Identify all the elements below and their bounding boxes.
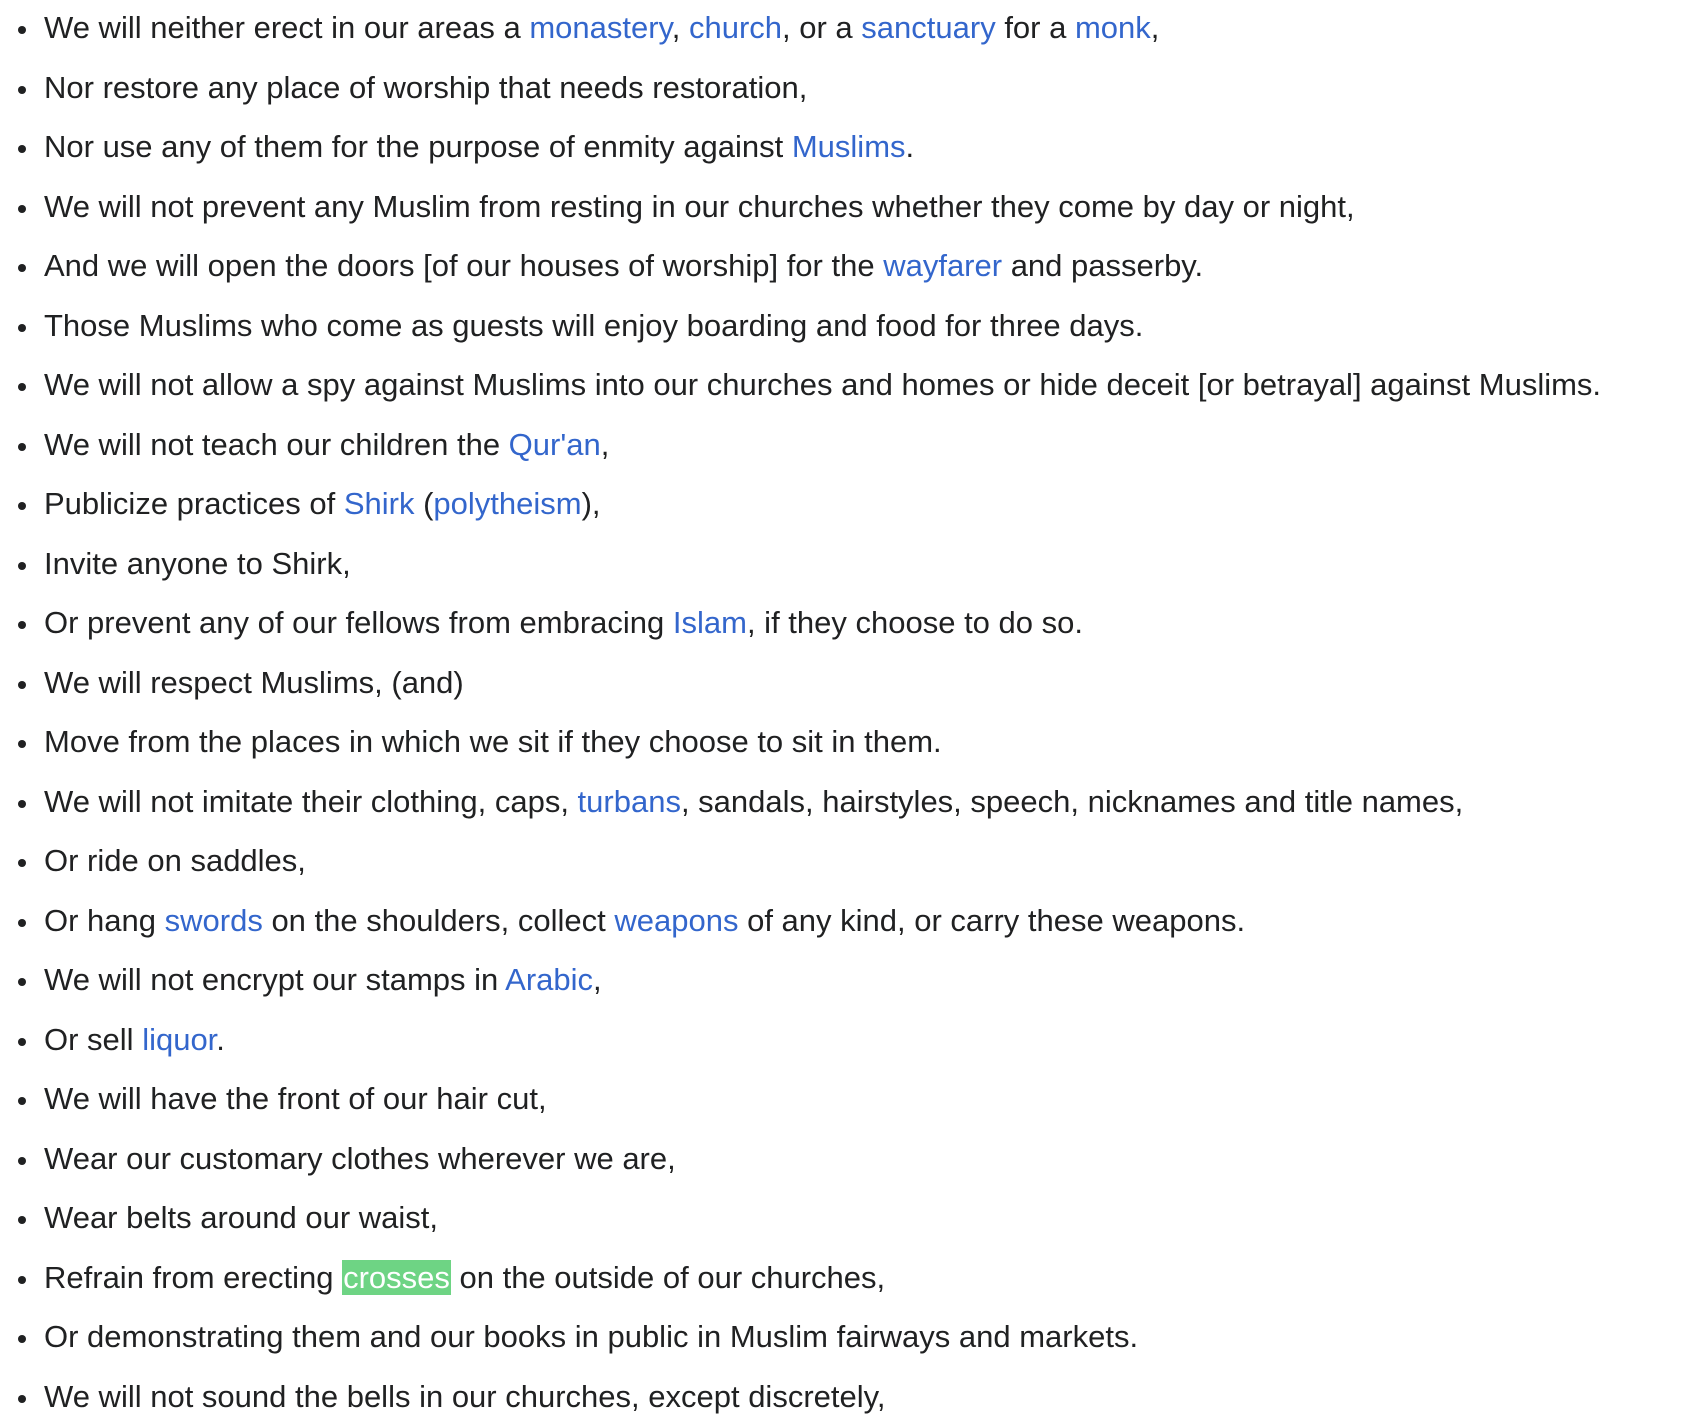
list-item — [44, 0, 1698, 60]
item-text: Those Muslims who come as guests will enjoy boarding and food for three days. — [44, 308, 1143, 343]
item-text: Or demonstrating them and our books in public in Muslim fairways and markets. — [44, 1319, 1138, 1354]
list-item — [44, 357, 1698, 417]
item-text: for a — [996, 10, 1075, 45]
item-text: We will not sound the bells in our churches, except discretely, — [44, 1379, 885, 1414]
item-text: Or ride on saddles, — [44, 843, 306, 878]
item-text: ( — [414, 486, 433, 521]
link-polytheism[interactable]: polytheism — [433, 486, 581, 521]
item-text: Nor restore any place of worship that needs restoration, — [44, 70, 807, 105]
item-text: , if they choose to do so. — [747, 605, 1083, 640]
list-item — [44, 119, 1698, 179]
item-text: . — [906, 129, 915, 164]
item-text: , sandals, hairstyles, speech, nicknames and title names, — [681, 784, 1463, 819]
item-text: Or hang — [44, 903, 165, 938]
link-sanctuary[interactable]: sanctuary — [861, 10, 995, 45]
item-text: , — [672, 10, 689, 45]
list-item — [44, 952, 1698, 1012]
link-qur-an[interactable]: Qur'an — [509, 427, 601, 462]
item-text: And we will open the doors [of our houses of worship] for the — [44, 248, 883, 283]
list-item — [44, 1012, 1698, 1072]
item-text: Invite anyone to Shirk, — [44, 546, 351, 581]
list-item — [44, 1190, 1698, 1250]
list-item — [44, 655, 1698, 715]
list-item — [44, 595, 1698, 655]
item-text: We will not allow a spy against Muslims into our churches and homes or hide deceit [or betrayal] against Muslims. — [44, 367, 1601, 402]
list-item — [44, 1309, 1698, 1369]
item-text: , or a — [782, 10, 861, 45]
list-item — [44, 298, 1698, 358]
link-church[interactable]: church — [689, 10, 782, 45]
item-text: We will not encrypt our stamps in — [44, 962, 505, 997]
list-item — [44, 417, 1698, 477]
link-turbans[interactable]: turbans — [578, 784, 681, 819]
item-text: Move from the places in which we sit if they choose to sit in them. — [44, 724, 942, 759]
item-text: , — [593, 962, 602, 997]
item-text: We will not imitate their clothing, caps, — [44, 784, 578, 819]
item-text: , — [1151, 10, 1160, 45]
item-text: , — [601, 427, 610, 462]
list-item — [44, 1369, 1698, 1428]
item-text: of any kind, or carry these weapons. — [738, 903, 1245, 938]
list-item — [44, 1250, 1698, 1310]
item-text: and passerby. — [1002, 248, 1203, 283]
list-item — [44, 179, 1698, 239]
list-item — [44, 476, 1698, 536]
item-text: Nor use any of them for the purpose of enmity against — [44, 129, 792, 164]
list-item — [44, 1131, 1698, 1191]
item-text: on the shoulders, collect — [263, 903, 615, 938]
list-item — [44, 714, 1698, 774]
list-item — [44, 893, 1698, 953]
link-muslims[interactable]: Muslims — [792, 129, 906, 164]
list-item — [44, 774, 1698, 834]
item-text: Or sell — [44, 1022, 142, 1057]
link-shirk[interactable]: Shirk — [344, 486, 415, 521]
item-text: Publicize practices of — [44, 486, 344, 521]
item-text: Wear belts around our waist, — [44, 1200, 438, 1235]
item-text: We will not teach our children the — [44, 427, 509, 462]
item-text: We will not prevent any Muslim from resting in our churches whether they come by day or night, — [44, 189, 1355, 224]
list-item — [44, 1071, 1698, 1131]
link-liquor[interactable]: liquor — [142, 1022, 216, 1057]
item-text: We will have the front of our hair cut, — [44, 1081, 547, 1116]
link-swords[interactable]: swords — [165, 903, 263, 938]
link-weapons[interactable]: weapons — [614, 903, 738, 938]
list-item — [44, 833, 1698, 893]
link-monastery[interactable]: monastery — [529, 10, 671, 45]
item-text: We will neither erect in our areas a — [44, 10, 529, 45]
item-text: ), — [582, 486, 601, 521]
item-text: Wear our customary clothes wherever we are, — [44, 1141, 676, 1176]
link-wayfarer[interactable]: wayfarer — [883, 248, 1002, 283]
link-arabic[interactable]: Arabic — [505, 962, 593, 997]
item-text: . — [216, 1022, 225, 1057]
item-text: We will respect Muslims, (and) — [44, 665, 464, 700]
item-text: Or prevent any of our fellows from embracing — [44, 605, 673, 640]
list-item — [44, 238, 1698, 298]
link-crosses[interactable]: crosses — [342, 1260, 451, 1295]
link-islam[interactable]: Islam — [673, 605, 747, 640]
list-item — [44, 536, 1698, 596]
list-item — [44, 60, 1698, 120]
link-monk[interactable]: monk — [1075, 10, 1151, 45]
item-text: Refrain from erecting — [44, 1260, 342, 1295]
item-text: on the outside of our churches, — [451, 1260, 885, 1295]
